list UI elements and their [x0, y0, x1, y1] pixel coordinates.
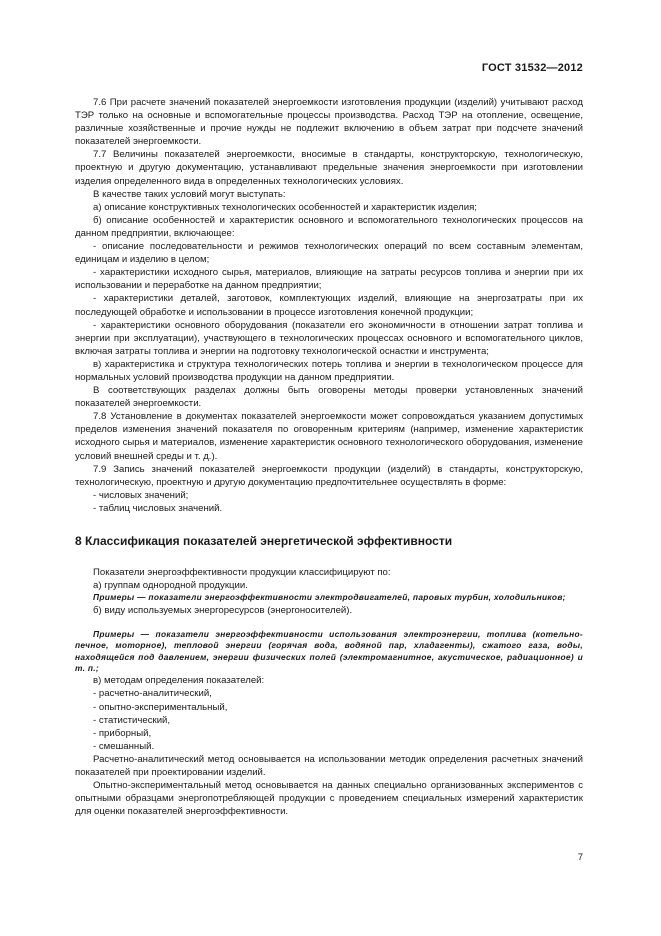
form-item-tables: - таблиц числовых значений. — [93, 502, 223, 514]
condition-b-item-4: - характеристики основного оборудования (показатели его экономичности в отношении затрат топлива и энергии при эксплуатации), участвующего в технологических процессах основного и вспомогательного циклов, включая затраты топлива и энергии на подготовку технологической оснастки и инструмента; — [75, 319, 583, 357]
method-item: - приборный, — [93, 727, 152, 739]
page-body — [75, 96, 583, 818]
conditions-intro: В качестве таких условий могут выступать: — [93, 188, 286, 200]
condition-c: в) характеристика и структура технологических потерь топлива и энергии в технологическом процессе для нормальных условий производства продукции на данном предприятии. — [75, 358, 583, 383]
paragraph-7-8: 7.8 Установление в документах показателей энергоемкости может сопровождаться указанием допустимых пределов изменения значений показателя по оговоренным критериям (например, изменение характеристик исходного сырья и материалов, изменение характеристик основного технологического оборудования, изменение условий внешней среды и т. д.). — [75, 411, 583, 462]
form-item-numeric-values: - числовых значений; — [93, 489, 189, 501]
paragraph-7-6: 7.6 При расчете значений показателей энергоемкости изготовления продукции (изделий) учитывают расход ТЭР только на основные и вспомогательные процессы производства. Расход ТЭР на отопление, освещение, различные хозяйственные и прочие нужды не подлежит включению в объем затрат при подсчете значений показателей энергоемкости. — [75, 97, 583, 148]
classification-intro: Показатели энергоэффективности продукции классифицируют по: — [93, 567, 391, 578]
classification-a: а) группам однородной продукции. — [93, 580, 248, 592]
example-a: Примеры — показатели энергоэффективности электродвигателей, паровых турбин, холодильников; — [93, 592, 566, 603]
example-b: Примеры — показатели энергоэффективности использования электроэнергии, топлива (котельно-печное, моторное), тепловой энергии (горячая вода, водяной пар, хладагенты), сжатого газа, воды, находящейся под давлением, энергии физических полей (электромагнитное, акустическое, радиационное) и т. п.; — [75, 628, 583, 673]
calc-method-paragraph: Расчетно-аналитический метод основывается на использовании методик определения расчетных значений показателей при проектировании изделий. — [75, 753, 583, 778]
verification-methods-note: В соответствующих разделах должны быть оговорены методы проверки установленных значений показателей энергоемкости. — [75, 385, 583, 410]
classification-c: в) методам определения показателей: — [93, 675, 265, 687]
condition-a: а) описание конструктивных технологических особенностей и характеристик изделия; — [93, 201, 477, 213]
method-item: - опытно-экспериментальный, — [93, 701, 228, 713]
classification-b: б) виду используемых энергоресурсов (энергоносителей). — [93, 604, 353, 616]
paragraph-7-9: 7.9 Запись значений показателей энергоемкости продукции (изделий) в стандарты, конструкторскую, технологическую, проектную и другую документацию предпочтительнее осуществлять в форме: — [75, 463, 583, 488]
condition-b-item-3: - характеристики деталей, заготовок, комплектующих изделий, влияющие на энергозатраты при их последующей обработке и использовании в процессе изготовления конечной продукции; — [75, 293, 583, 318]
paragraph-7-7: 7.7 Величины показателей энергоемкости, вносимые в стандарты, конструкторскую, технологическую, проектную и другую документацию, устанавливают предельные значения энергоемкости при изготовлении изделия определенного вида в определенных технологических условиях. — [75, 149, 583, 187]
page-number: 7 — [577, 852, 583, 863]
condition-b-item-1: - описание последовательности и режимов технологических операций по всем составным элементам, единицам и изделию в целом; — [75, 241, 583, 266]
condition-b: б) описание особенностей и характеристик основного и вспомогательного технологических процессов на данном предприятии, включающее: — [75, 214, 583, 239]
method-item: - смешанный. — [93, 740, 155, 752]
exp-method-paragraph: Опытно-экспериментальный метод основывается на данных специально организованных экспериментов с опытными образцами энергопотребляющей продукции с проведением специальных измерений характеристик для оценки показателей энергоэффективности. — [75, 780, 583, 818]
document-standard-header: ГОСТ 31532—2012 — [481, 62, 583, 74]
section-8-title: 8 Классификация показателей энергетической эффективности — [75, 534, 453, 548]
method-item: - расчетно-аналитический, — [93, 688, 212, 700]
method-item: - статистический, — [93, 714, 171, 726]
condition-b-item-2: - характеристики исходного сырья, материалов, влияющие на затраты ресурсов топлива и энергии при их использовании и переработке на данном предприятии; — [75, 267, 583, 292]
